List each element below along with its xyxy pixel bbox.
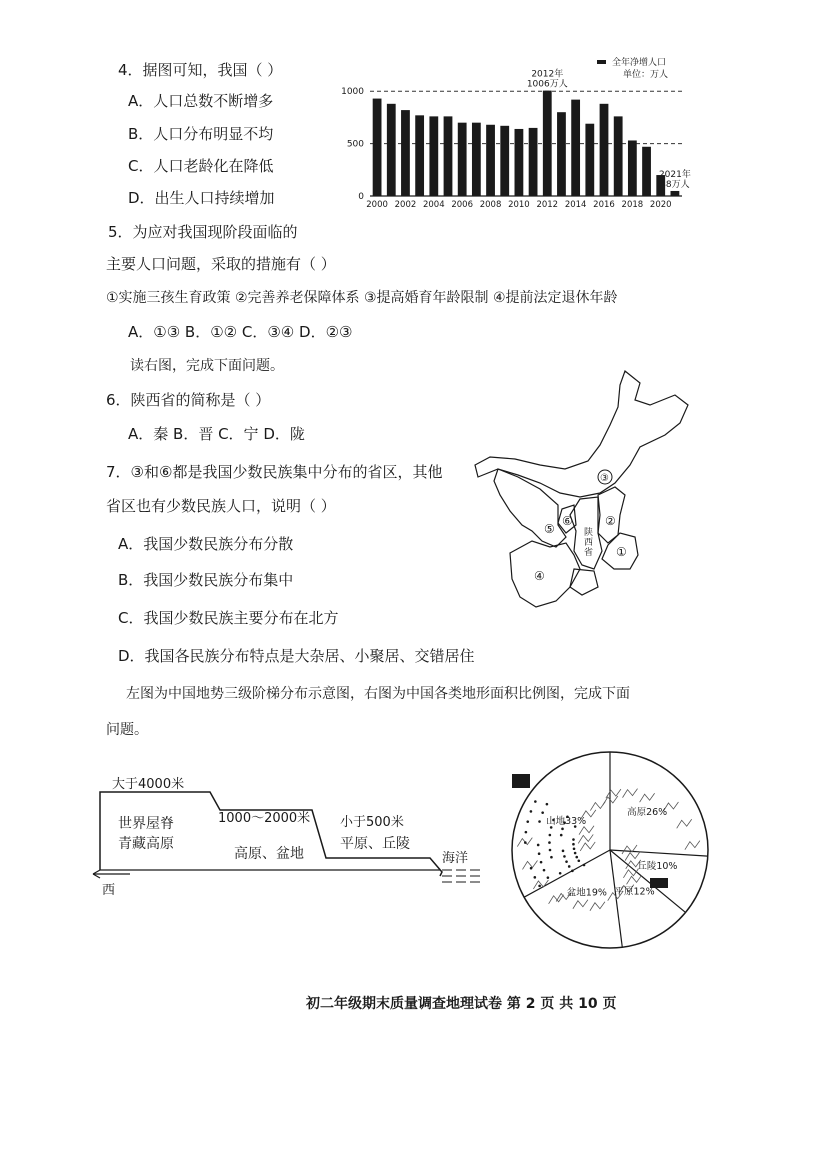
annotation-value: 48万人 — [660, 179, 690, 190]
terrain-dot — [572, 843, 575, 846]
bar-2006 — [458, 123, 467, 196]
q7-stem-2: 省区也有少数民族人口，说明（ ） — [106, 497, 336, 515]
bar-2018 — [628, 140, 637, 196]
region-5-outline — [494, 469, 566, 547]
marker-2: ② — [605, 514, 616, 528]
marker-5: ⑤ — [544, 522, 555, 536]
bar-2015 — [585, 124, 594, 196]
terrain-profile — [100, 792, 442, 876]
q7-stem-1: 7．③和⑥都是我国少数民族集中分布的省区，其他 — [106, 463, 443, 481]
step1-name-1: 世界屋脊 — [118, 816, 174, 832]
bar-2013 — [557, 112, 566, 196]
q5-stem-1: 5．为应对我国现阶段面临的 — [108, 223, 298, 241]
q6-stem: 6．陕西省的简称是（ ） — [106, 391, 271, 409]
terrain-dot — [560, 834, 563, 837]
chongqing-outline — [570, 569, 598, 595]
step3-height: 小于500米 — [340, 815, 404, 830]
legend-swatch — [597, 60, 606, 64]
x-tick-label: 2018 — [621, 200, 644, 210]
terrain-dot — [534, 800, 537, 803]
terrain-steps-diagram — [90, 770, 490, 910]
bar-2001 — [387, 104, 396, 196]
ocean-waves — [442, 870, 480, 882]
q7-option-b: B．我国少数民族分布集中 — [118, 571, 294, 589]
y-tick-label: 1000 — [341, 87, 364, 98]
x-tick-label: 2008 — [479, 200, 502, 210]
x-tick-label: 2000 — [366, 200, 388, 210]
population-bar-chart — [332, 52, 692, 217]
terrain-dot — [547, 876, 550, 879]
step3-name: 平原、丘陵 — [340, 836, 410, 852]
q7-option-d: D．我国各民族分布特点是大杂居、小聚居、交错居住 — [118, 647, 475, 665]
terrain-dot — [561, 828, 564, 831]
terrain-dot — [548, 841, 551, 844]
pie-label-高原: 高原26% — [627, 807, 668, 819]
x-tick-label: 2006 — [451, 200, 474, 210]
terrain-dot — [538, 820, 541, 823]
q7-option-a: A．我国少数民族分布分散 — [118, 535, 294, 553]
terrain-dot — [568, 865, 571, 868]
q4-option-c: C．人口老龄化在降低 — [128, 157, 274, 175]
bar-2016 — [600, 104, 609, 196]
annotation-year: 2021年 — [658, 169, 691, 180]
intro-line-2: 问题。 — [106, 722, 148, 738]
dark-patch — [512, 774, 530, 788]
terrain-dot — [559, 872, 562, 875]
q4-option-a: A．人口总数不断增多 — [128, 92, 274, 110]
x-tick-label: 2016 — [593, 200, 615, 210]
terrain-dot — [565, 860, 568, 863]
q5-stem-2: 主要人口问题，采取的措施有（ ） — [106, 255, 336, 273]
x-tick-label: 2004 — [422, 200, 445, 210]
terrain-dot — [572, 838, 575, 841]
x-tick-label: 2020 — [649, 200, 672, 210]
terrain-dot — [549, 834, 552, 837]
terrain-dot — [524, 841, 527, 844]
northwest-provinces-map — [470, 365, 705, 615]
q5-measures: ①实施三孩生育政策 ②完善养老保障体系 ③提高婚育年龄限制 ④提前法定退休年龄 — [106, 290, 618, 306]
ocean-label: 海洋 — [442, 851, 469, 866]
bar-2007 — [472, 123, 481, 196]
step1-name-2: 青藏高原 — [118, 836, 174, 852]
terrain-dot — [575, 856, 578, 859]
marker-4: ④ — [534, 569, 545, 583]
bar-2000 — [373, 99, 382, 196]
terrain-dot — [540, 861, 543, 864]
shaanxi-label-1: 陕 — [584, 528, 594, 538]
terrain-dot — [574, 852, 577, 855]
terrain-dot — [550, 856, 553, 859]
read-map-instruction: 读右图，完成下面问题。 — [130, 358, 284, 374]
y-tick-label: 0 — [358, 192, 364, 202]
shaanxi-label-2: 西 — [584, 538, 594, 548]
terrain-dot — [530, 810, 533, 813]
step2-name: 高原、盆地 — [234, 846, 304, 862]
terrain-dot — [571, 870, 574, 873]
annotation-year: 2012年 — [531, 69, 564, 80]
pie-slices — [512, 752, 708, 948]
q5-choices: A．①③ B．①② C．③④ D．②③ — [128, 323, 353, 341]
intro-line-1: 左图为中国地势三级阶梯分布示意图，右图为中国各类地形面积比例图，完成下面 — [126, 686, 630, 702]
region-3-outline — [475, 371, 688, 497]
marker-1: ① — [616, 545, 627, 559]
bar-2002 — [401, 110, 410, 196]
bar-2009 — [500, 126, 509, 196]
pie-label-山地: 山地33% — [546, 816, 587, 828]
bar-2019 — [642, 147, 651, 196]
pie-label-盆地: 盆地19% — [566, 887, 607, 899]
x-tick-label: 2014 — [564, 200, 587, 210]
legend-label: 全年净增人口 — [612, 58, 667, 68]
q7-option-c: C．我国少数民族主要分布在北方 — [118, 609, 339, 627]
bar-2003 — [415, 115, 424, 196]
annotation-value: 1006万人 — [526, 79, 568, 90]
marker-6: ⑥ — [562, 514, 573, 528]
terrain-dot — [549, 849, 552, 852]
bar-2017 — [614, 116, 623, 196]
terrain-dot — [538, 885, 541, 888]
step1-height: 大于4000米 — [112, 777, 185, 792]
y-tick-label: 500 — [346, 139, 364, 150]
terrain-dot — [541, 811, 544, 814]
bar-2004 — [429, 116, 438, 196]
bar-2008 — [486, 125, 495, 196]
terrain-dot — [573, 847, 576, 850]
page-footer: 初二年级期末质量调查地理试卷 第 2 页 共 10 页 — [306, 996, 617, 1012]
bar-2005 — [444, 116, 453, 196]
terrain-dot — [537, 844, 540, 847]
chart-legend — [597, 56, 668, 80]
terrain-dot — [525, 831, 528, 834]
terrain-dot — [583, 864, 586, 867]
q4-option-d: D．出生人口持续增加 — [128, 189, 275, 207]
shaanxi-label-3: 省 — [584, 548, 594, 558]
bar-2011 — [529, 128, 538, 196]
pie-label-平原: 平原12% — [614, 886, 655, 898]
marker-3: ③ — [600, 473, 609, 484]
q6-choices: A．秦 B．晋 C．宁 D．陇 — [128, 425, 305, 443]
terrain-dot — [563, 855, 566, 858]
terrain-dot — [538, 852, 541, 855]
terrain-dot — [526, 820, 529, 823]
landform-pie-chart — [490, 742, 730, 962]
terrain-dot — [546, 803, 549, 806]
terrain-dot — [562, 850, 565, 853]
q4-stem: 4．据图可知，我国（ ） — [118, 61, 283, 79]
terrain-dot — [577, 859, 580, 862]
bar-2010 — [515, 129, 524, 196]
west-label: 西 — [102, 883, 116, 898]
unit-label: 单位：万人 — [623, 70, 669, 80]
bar-2012 — [543, 91, 552, 196]
bar-2014 — [571, 100, 580, 196]
x-tick-label: 2010 — [508, 200, 530, 210]
bar-2021 — [671, 191, 680, 196]
terrain-dot — [530, 867, 533, 870]
terrain-dot — [534, 876, 537, 879]
x-tick-label: 2012 — [536, 200, 559, 210]
pie-label-丘陵: 丘陵10% — [637, 860, 678, 872]
x-tick-label: 2002 — [394, 200, 417, 210]
q4-option-b: B．人口分布明显不均 — [128, 125, 274, 143]
terrain-dot — [543, 869, 546, 872]
step2-height: 1000～2000米 — [218, 811, 311, 826]
region-4-outline — [510, 541, 580, 607]
